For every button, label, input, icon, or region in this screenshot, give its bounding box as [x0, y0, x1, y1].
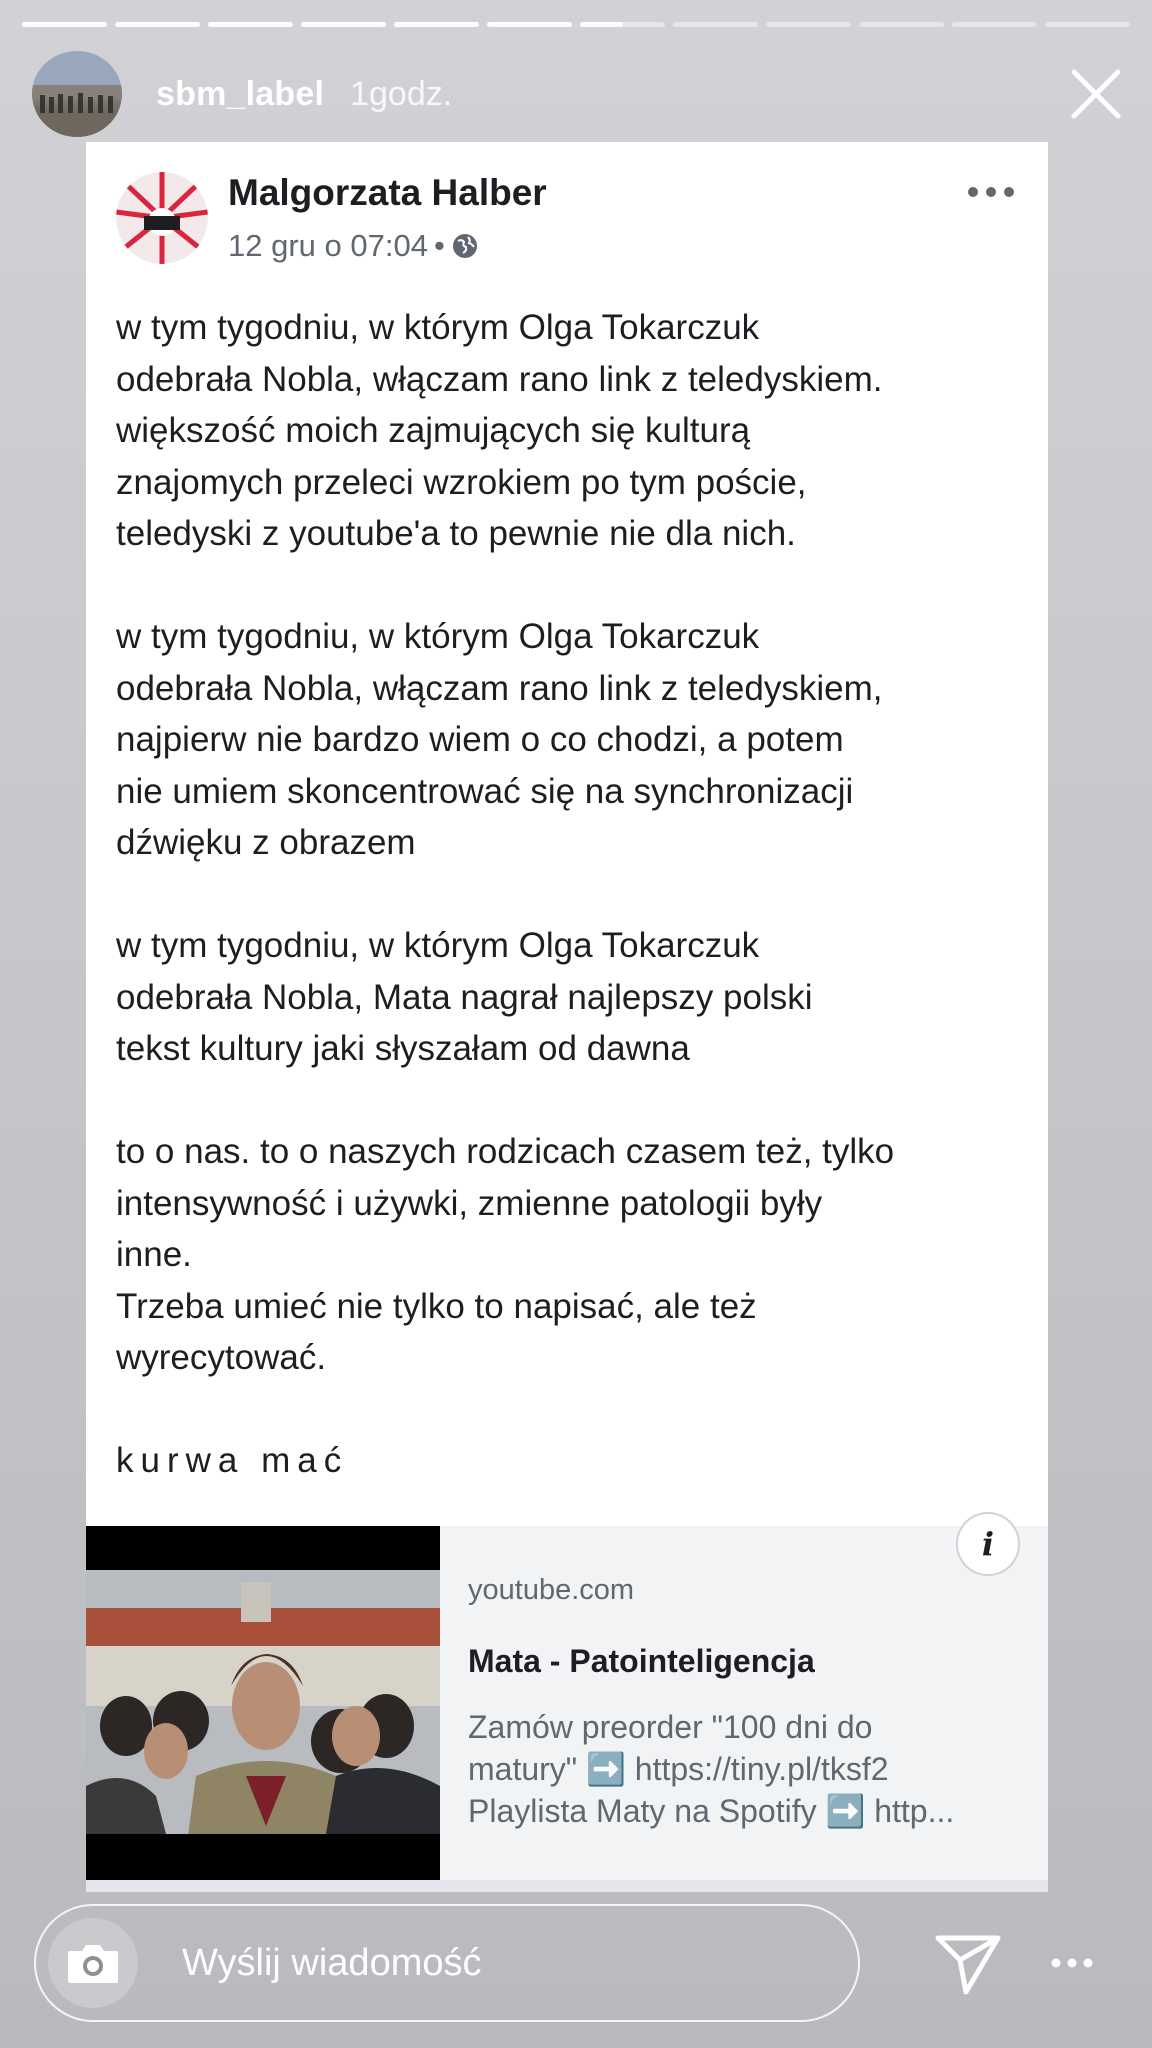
progress-segment	[22, 22, 107, 27]
video-thumbnail[interactable]	[86, 1526, 440, 1880]
avatar[interactable]	[32, 51, 122, 137]
post-meta	[228, 228, 479, 264]
reply-bar[interactable]	[34, 1904, 860, 2022]
close-button[interactable]	[1064, 62, 1128, 126]
post-author-name[interactable]: Malgorzata Halber	[228, 172, 547, 213]
camera-icon	[66, 1941, 120, 1985]
link-preview[interactable]	[86, 1526, 1048, 1880]
link-domain: youtube.com	[468, 1574, 635, 1606]
progress-segment	[487, 22, 572, 27]
link-title[interactable]: Mata - Patointeligencja	[468, 1643, 815, 1679]
progress-segment	[859, 22, 944, 27]
globe-icon	[451, 232, 479, 260]
progress-segment	[301, 22, 386, 27]
facebook-post-card	[86, 142, 1048, 1526]
post-paragraph: to o nas. to o naszych rodzicach czasem też, tylko intensywność i używki, zmienne patologii były inne. Trzeba umieć nie tylko to napisać, ale też wyrecytować.	[116, 1132, 895, 1377]
more-dots-icon	[1050, 1955, 1094, 1971]
more-dots-icon	[964, 182, 1018, 202]
card-footer-strip	[86, 1880, 1048, 1892]
meta-separator: •	[433, 228, 445, 263]
link-description: Zamów preorder "100 dni do matury" ➡️ https://tiny.pl/tksf2 Playlista Maty na Spotify ➡️ http...	[468, 1709, 955, 1829]
progress-segment	[766, 22, 851, 27]
info-button[interactable]: i	[956, 1512, 1020, 1576]
progress-segment	[115, 22, 200, 27]
post-paragraph: w tym tygodniu, w którym Olga Tokarczuk odebrała Nobla, włączam rano link z teledyskiem, najpierw nie bardzo wiem o co chodzi, a potem nie umiem skoncentrować się na synchronizacji dźwięku z obrazem	[116, 617, 883, 862]
progress-segment	[952, 22, 1037, 27]
progress-segment	[394, 22, 479, 27]
post-date[interactable]: 12 gru o 07:04	[228, 228, 428, 263]
post-paragraph: w tym tygodniu, w którym Olga Tokarczuk odebrała Nobla, Mata nagrał najlepszy polski tekst kultury jaki słyszałam od dawna	[116, 926, 813, 1068]
paper-plane-icon	[932, 1930, 1004, 1998]
story-header	[32, 52, 452, 136]
post-body	[116, 302, 1036, 1538]
link-preview-text	[440, 1526, 1048, 1880]
post-author-avatar	[116, 172, 208, 264]
story-menu-button[interactable]	[1050, 1955, 1094, 1971]
post-paragraph: w tym tygodniu, w którym Olga Tokarczuk odebrała Nobla, włączam rano link z teledyskiem. większość moich zajmujących się kulturą znajomych przeleci wzrokiem po tym poście, teledyski z youtube'a to pewnie nie dla nich.	[116, 308, 883, 553]
send-button[interactable]	[932, 1930, 1004, 1998]
progress-segment	[208, 22, 293, 27]
story-username[interactable]: sbm_label	[156, 74, 325, 113]
post-options-button[interactable]	[964, 182, 1018, 202]
close-icon	[1064, 62, 1128, 126]
message-input[interactable]: Wyślij wiadomość	[182, 1942, 482, 1984]
progress-segment	[673, 22, 758, 27]
story-time: 1godz.	[350, 74, 453, 113]
progress-segment	[1045, 22, 1130, 27]
story-progress-bar	[22, 22, 1130, 27]
post-paragraph: kurwa mać	[116, 1441, 349, 1480]
progress-segment-current	[580, 22, 665, 27]
camera-button[interactable]	[48, 1918, 138, 2008]
